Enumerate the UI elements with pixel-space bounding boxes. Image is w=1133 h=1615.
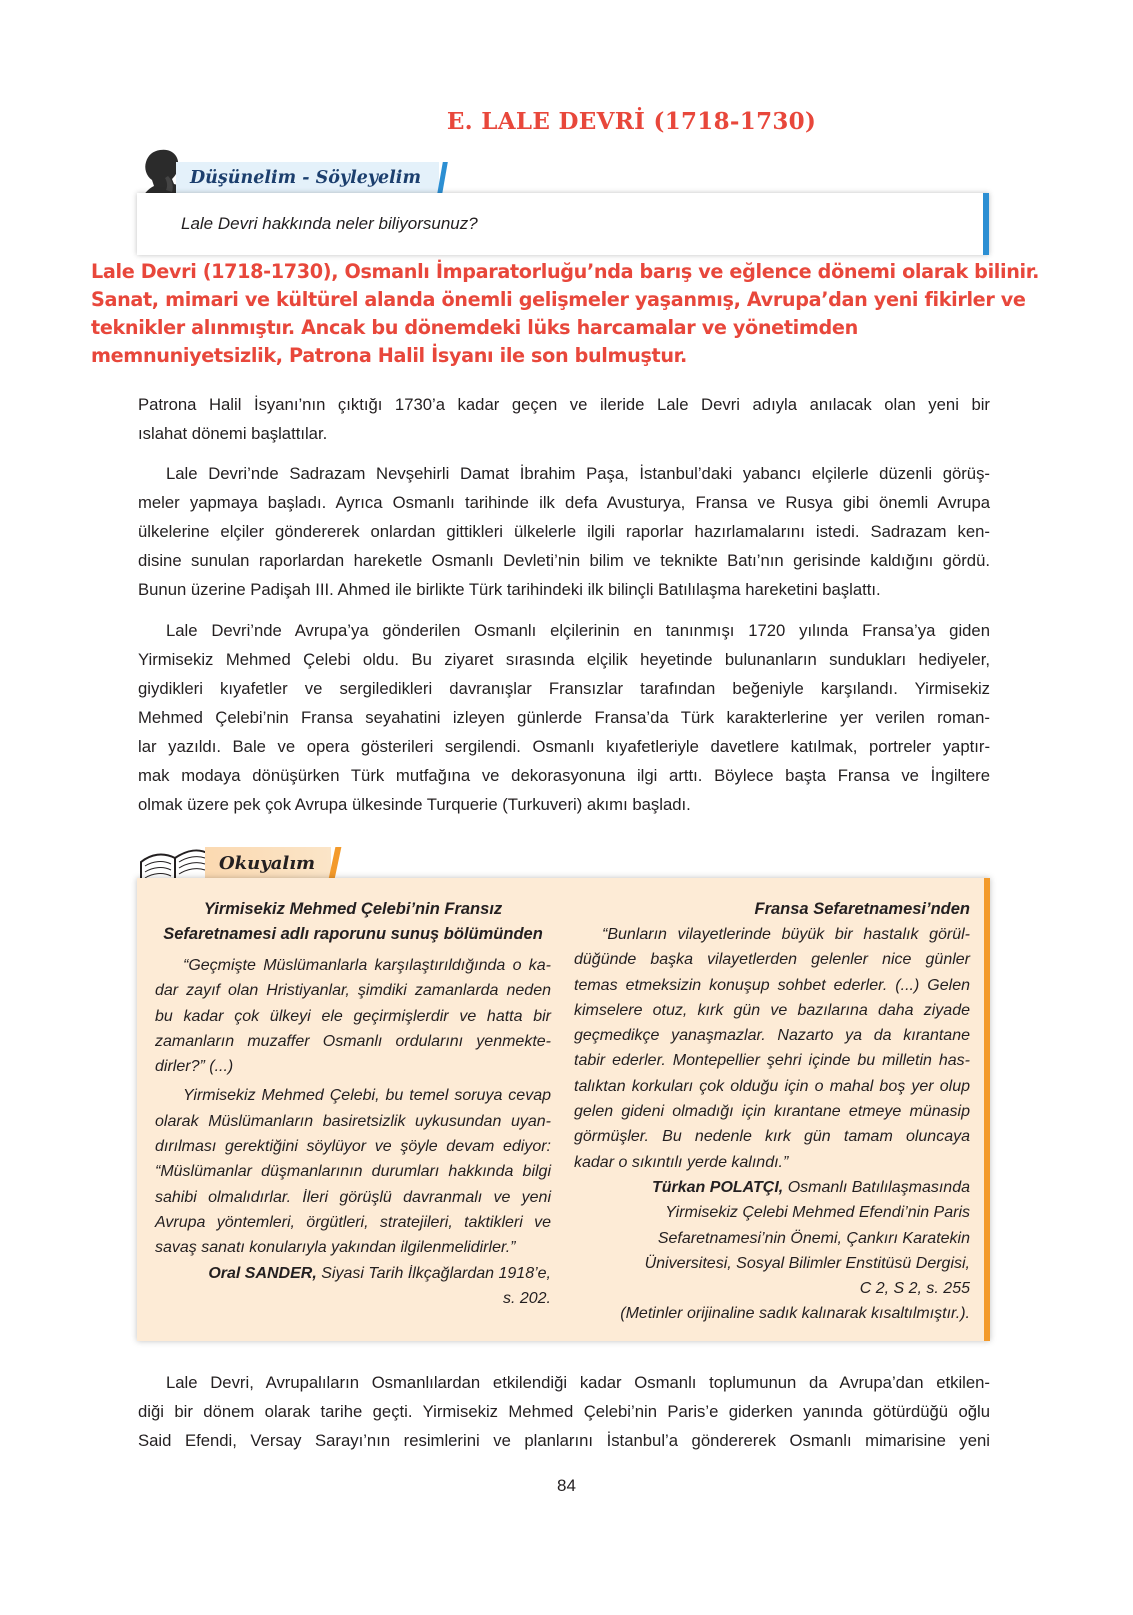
paragraph-line: ıslahat dönemi başlattılar. (138, 424, 328, 443)
paragraph-4 (138, 1368, 990, 1455)
paragraph-line: Bunun üzerine Padişah III. Ahmed ile birlikte Türk tarihindeki ilk bilinçli Batılılaşma hareketini başlattı. (138, 580, 881, 599)
paragraph-line: ülkelerine elçiler göndererek onlardan gittikleri ülkelerle ilgili raporlar hazırlamalarını istedi. Sadrazam ken- (138, 522, 990, 541)
quote-line: gelen gideni olmadığı için kırantane etmeye münasip (574, 1103, 970, 1121)
paragraph-3 (138, 616, 990, 819)
source-page: s. 202. (502, 1289, 551, 1307)
quote-line: temas etmeksizin konuşup sohbet ederler. (...) Gelen (574, 976, 970, 994)
source-line: Sefaretnamesi’nin Önemi, Çankırı Karatekin (657, 1229, 970, 1247)
paragraph-line: Lale Devri’nde Avrupa’ya gönderilen Osmanlı elçilerinin en tanınmışı 1720 yılında Fransa’ya giden (166, 621, 990, 640)
paragraph-line: Patrona Halil İsyanı’nın çıktığı 1730’a kadar geçen ve ileride Lale Devri adıyla anılacak olan yeni bir (138, 395, 990, 414)
body-line: Yirmisekiz Mehmed Çelebi, bu temel soruya cevap (183, 1087, 551, 1105)
body-line: dırılması gerektiğini söylüyor ve şöyle devam ediyor: (155, 1138, 551, 1156)
quote-line: tabir ederler. Montepellier şehri içinde bu milletin has- (574, 1052, 970, 1070)
quote-line: görmüşler. Bu nedenle kırk gün tamam oluncaya (574, 1128, 970, 1146)
reading-left-column (155, 878, 551, 1311)
quote-line: düğünde başka vilayetlerden gelenler nice günler (574, 951, 970, 969)
page-number: 84 (557, 1476, 576, 1495)
paragraph-2 (138, 459, 990, 604)
summary-line: teknikler alınmıştır. Ancak bu dönemdeki lüks harcamalar ve yönetimden (91, 316, 858, 339)
quote-line: talıktan korkuları çok olduğu için o mahal boş yer olup (574, 1077, 970, 1095)
body-line: sahibi olmalıdırlar. İleri görüşlü davranmalı ve yeni (155, 1188, 551, 1206)
title-line: Yirmisekiz Mehmed Çelebi’nin Fransız (203, 900, 503, 918)
body-line: Avrupa yöntemleri, örgütleri, stratejileri, taktikleri ve (155, 1213, 551, 1231)
source-title: Siyasi Tarih İlkçağlardan 1918’e, (316, 1264, 551, 1282)
quote-line: “Geçmişte Müslümanlarla karşılaştırıldığında o ka- (183, 957, 551, 974)
quote-line: “Bunların vilayetlerinde büyük bir hastalık görül- (602, 926, 970, 943)
reading-right-source (574, 1175, 970, 1327)
reading-label: Okuyalım (205, 847, 331, 879)
paragraph-line: Lale Devri’nde Sadrazam Nevşehirli Damat İbrahim Paşa, İstanbul’daki yabancı elçilerle düzenli görüş- (166, 464, 990, 483)
summary-line: memnuniyetsizlik, Patrona Halil İsyanı ile son bulmuştur. (91, 344, 687, 367)
quote-line: zamanların muzaffer Osmanlı ordularını yenmekte- (155, 1032, 551, 1050)
reading-left-quote (155, 953, 551, 1079)
reading-right-quote (574, 922, 970, 1175)
title-line: Sefaretnamesi adlı raporunu sunuş bölümünden (163, 925, 543, 943)
abridged-note: (Metinler orijinaline sadık kalınarak kısaltılmıştır.). (620, 1305, 970, 1323)
section-title: E. LALE DEVRİ (1718-1730) (446, 108, 817, 135)
summary-line: Lale Devri (1718-1730), Osmanlı İmparatorluğu’nda barış ve eğlence dönemi olarak bilinir. (91, 260, 1040, 283)
quote-line: bu kadar çok ülkeyi ele geçirmişlerdir ve hatta bir (155, 1007, 551, 1025)
paragraph-line: Yirmisekiz Mehmed Çelebi oldu. Bu ziyaret sırasında elçilik heyetinde bulunanların sundukları hediyeler, (138, 650, 990, 669)
think-say-box (137, 193, 989, 255)
reading-right-column (574, 878, 970, 1327)
paragraph-line: mak modaya dönüşürken Türk mutfağına ve dekorasyonuna ilgi arttı. Böylece başta Fransa ve İngiltere (138, 766, 990, 785)
paragraph-line: Said Efendi, Versay Sarayı’nın resimlerini ve planlarını İstanbul’a göndererek Osmanlı mimarisine yeni (138, 1431, 990, 1450)
paragraph-line: lar yazıldı. Bale ve opera gösterileri sergilendi. Osmanlı kıyafetleriyle davetlere katılmak, portreler yaptır- (138, 737, 990, 756)
body-line: olarak Müslümanların basiretsizlik uykusundan uyan- (155, 1112, 551, 1130)
summary-line: Sanat, mimari ve kültürel alanda önemli gelişmeler yaşanmış, Avrupa’dan yeni fikirler ve (91, 288, 1026, 311)
source-author: Türkan POLATÇI, (651, 1178, 784, 1196)
quote-line: dar zayıf olan Hristiyanlar, şimdiki zamanlarda neden (155, 982, 551, 1000)
quote-line: kadar o sıkıntılı yerde kalındı.” (574, 1153, 789, 1171)
body-line: “Müslümanlar düşmanlarının durumları hakkında bilgi (155, 1163, 551, 1181)
source-line: Yirmisekiz Çelebi Mehmed Efendi’nin Paris (665, 1204, 970, 1222)
source-title: Osmanlı Batılılaşmasında (783, 1178, 970, 1196)
think-question: Lale Devri hakkında neler biliyorsunuz? (181, 214, 478, 233)
quote-line: kimselere otuz, kırk gün ve bazılarına daha ziyade (574, 1001, 970, 1019)
paragraph-line: diği bir dönem olarak tarihe geçti. Yirmisekiz Mehmed Çelebi’nin Paris’e giderken yanında götürdüğü oğlu (138, 1402, 990, 1421)
quote-line: geçmedikçe yanaşmazlar. Nazarto ya da kırantane (574, 1027, 970, 1045)
reading-right-title: Fransa Sefaretnamesi’nden (754, 900, 970, 918)
paragraph-line: meler yapmaya başladı. Ayrıca Osmanlı tarihinde ilk defa Avusturya, Fransa ve Rusya gibi önemli Avrupa (138, 493, 990, 512)
paragraph-line: disine sunulan raporlardan hareketle Osmanlı Devleti’nin bilim ve teknikte Batı’nın gerisinde kaldığını gördü. (138, 551, 990, 570)
reading-left-body (155, 1083, 551, 1260)
reading-box (137, 878, 990, 1341)
source-line: Üniversitesi, Sosyal Bilimler Enstitüsü Dergisi, (644, 1254, 970, 1272)
paragraph-1 (138, 390, 990, 448)
source-author: Oral SANDER, (208, 1264, 317, 1282)
paragraph-line: olmak üzere pek çok Avrupa ülkesinde Turquerie (Turkuveri) akımı başladı. (138, 795, 691, 814)
paragraph-line: Lale Devri, Avrupalıların Osmanlılardan etkilendiği kadar Osmanlı toplumunun da Avrupa’dan etkilen- (166, 1373, 990, 1392)
summary-text (91, 258, 1051, 370)
body-line: savaş sanatı konularıyla yakından ilgilenmelidirler.” (155, 1239, 516, 1257)
paragraph-line: Mehmed Çelebi’nin Fransa seyahatini izleyen günlerde Fransa’da Türk karakterlerine yer verilen roman- (138, 708, 990, 727)
paragraph-line: giydikleri kıyafetler ve sergiledikleri davranışlar Fransızlar tarafından beğeniyle karşılandı. Yirmisekiz (138, 679, 990, 698)
quote-line: dirler?” (...) (155, 1058, 234, 1076)
think-say-label: Düşünelim - Söyleyelim (176, 162, 439, 194)
reading-left-title (155, 897, 551, 947)
reading-left-source (155, 1261, 551, 1312)
source-line: C 2, S 2, s. 255 (859, 1280, 970, 1298)
